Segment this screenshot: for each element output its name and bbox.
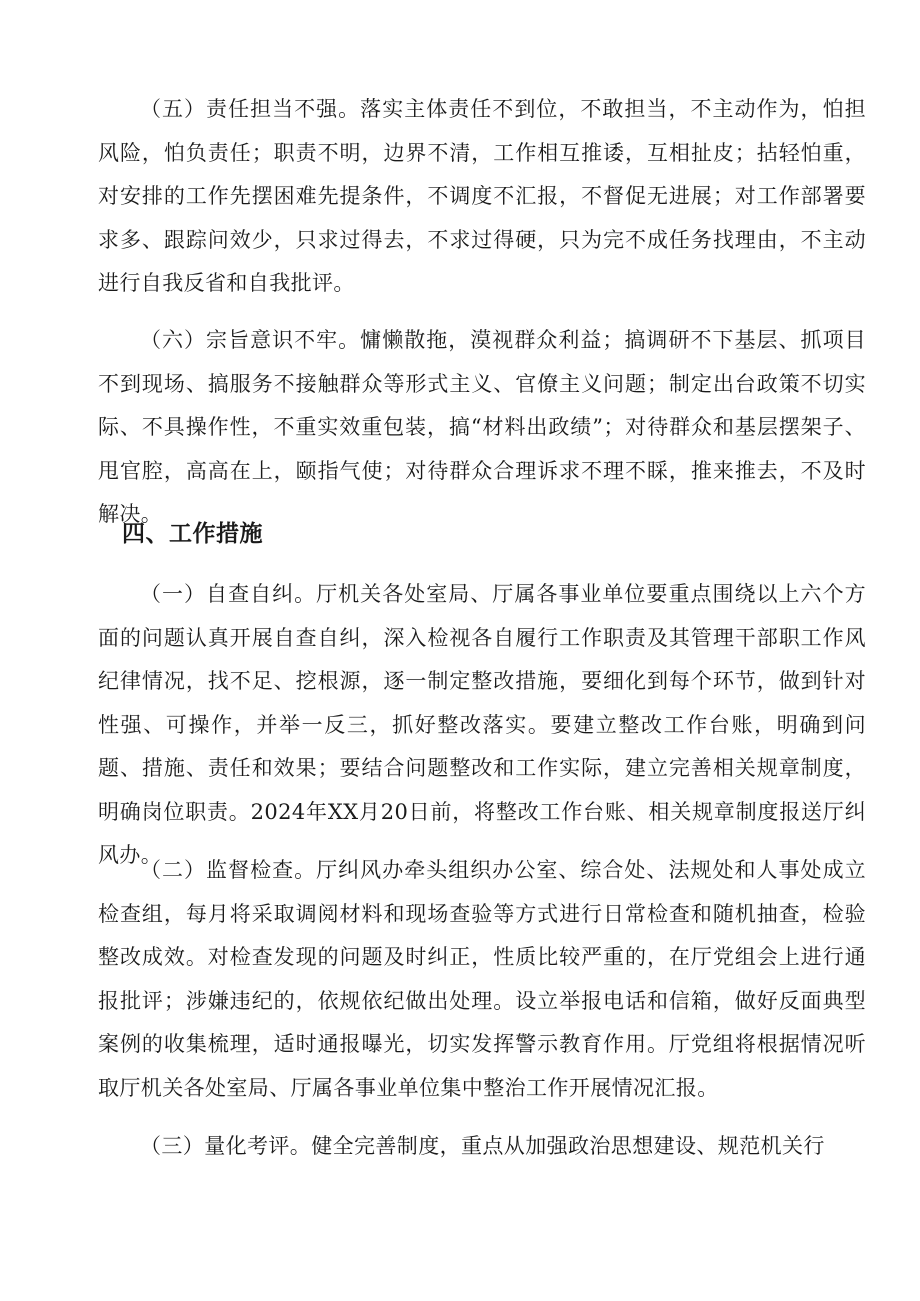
paragraph-responsibility: （五）责任担当不强。落实主体责任不到位，不敢担当，不主动作为，怕担风险，怕负责任；职责不明，边界不清，工作相互推诿，互相扯皮；拈轻怕重，对安排的工作先摆困难先提条件，不调度不汇报，不督促无进展；对工作部署要求多、跟踪问效少，只求过得去，不求过得硬，只为完不成任务找理由，不主动进行自我反省和自我批评。 (98, 97, 866, 295)
paragraph-supervision: （二）监督检查。厅纠风办牵头组织办公室、综合处、法规处和人事处成立检查组，每月将采取调阅材料和现场查验等方式进行日常检查和随机抽查，检验整改成效。对检查发现的问题及时纠正，性质比较严重的，在厅党组会上进行通报批评；涉嫌违纪的，依规依纪做出处理。设立举报电话和信箱，做好反面典型案例的收集梳理，适时通报曝光，切实发挥警示教育作用。厅党组将根据情况听取厅机关各处室局、厅属各事业单位集中整治工作开展情况汇报。 (98, 858, 866, 1100)
paragraph-purpose-awareness: （六）宗旨意识不牢。慵懒散拖，漠视群众利益；搞调研不下基层、抓项目不到现场、搞服务不接触群众等形式主义、官僚主义问题；制定出台政策不切实际、不具操作性，不重实效重包装，搞“材料出政绩”；对待群众和基层摆架子、甩官腔，高高在上，颐指气使；对待群众合理诉求不理不睬，推来推去，不及时解决。 (98, 328, 866, 526)
section-heading-work-measures: 四、工作措施 (122, 521, 263, 547)
paragraph-quantified-evaluation: （三）量化考评。健全完善制度，重点从加强政治思想建设、规范机关行 (140, 1134, 825, 1158)
paragraph-self-inspection: （一）自查自纠。厅机关各处室局、厅属各事业单位要重点围绕以上六个方面的问题认真开展自查自纠，深入检视各自履行工作职责及其管理干部职工作风纪律情况，找不足、挖根源，逐一制定整改措施，要细化到每个环节，做到针对性强、可操作，并举一反三，抓好整改落实。要建立整改工作台账，明确到问题、措施、责任和效果；要结合问题整改和工作实际，建立完善相关规章制度，明确岗位职责。2024年XX月20日前，将整改工作台账、相关规章制度报送厅纠风办。 (98, 582, 866, 867)
